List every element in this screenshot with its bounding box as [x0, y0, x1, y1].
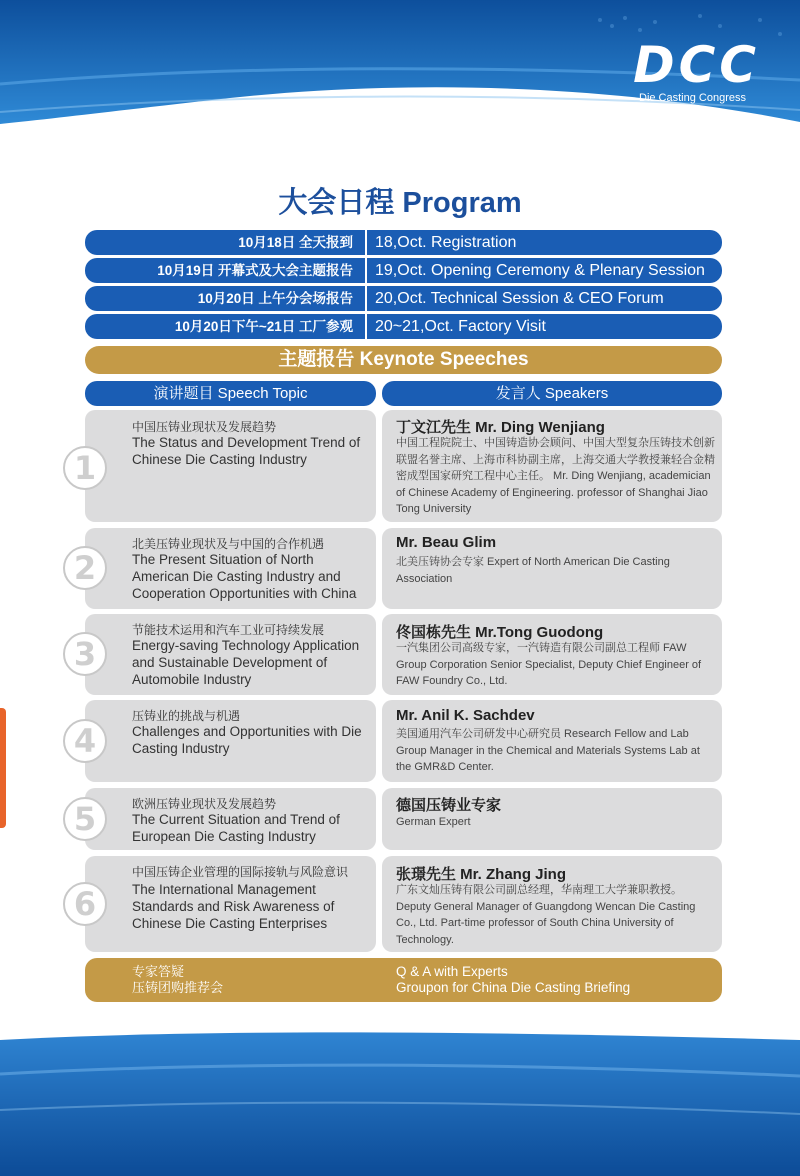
keynote-title: 主题报告 Keynote Speeches [85, 346, 722, 374]
speaker-name: Mr. Beau Glim [396, 534, 497, 551]
talk-number: 3 [63, 632, 107, 676]
topic-cn: 中国压铸企业管理的国际接轨与风险意识 [132, 865, 349, 879]
schedule-row [85, 286, 722, 311]
talk-topic-card [73, 788, 376, 850]
talk-number: 5 [63, 797, 107, 841]
talk-topic-card [73, 856, 376, 952]
column-header-topic: 演讲题目 Speech Topic [85, 381, 376, 406]
schedule-cn: 10月19日 开幕式及大会主题报告 [85, 258, 367, 283]
topic-cn: 欧洲压铸业现状及发展趋势 [132, 797, 277, 811]
schedule-row [85, 230, 722, 255]
schedule-en: 19,Oct. Opening Ceremony & Plenary Session [375, 262, 705, 279]
schedule-cn: 10月18日 全天报到 [85, 230, 367, 255]
talk-topic-card [73, 614, 376, 695]
page-title: 大会日程 Program [278, 187, 522, 219]
talk-number: 6 [63, 882, 107, 926]
talk-topic-card [73, 700, 376, 782]
talk-speaker-card [382, 856, 722, 952]
logo-subtitle: Die Casting Congress [639, 92, 746, 104]
talk-number: 4 [63, 719, 107, 763]
footer-band [0, 1010, 800, 1176]
qa-en [396, 964, 630, 996]
qa-cn-line: 专家答疑 [132, 964, 185, 979]
logo-mark: DCC [633, 36, 760, 94]
topic-cn: 中国压铸业现状及发展趋势 [132, 420, 277, 434]
schedule-en: 20~21,Oct. Factory Visit [375, 318, 546, 335]
speaker-desc: 一汽集团公司高级专家，一汽铸造有限公司副总工程师 FAW Group Corporation Senior Specialist, Deputy Chief Engineer of FAW Foundry Co., Ltd. [396, 642, 702, 687]
talk-speaker-card [382, 614, 722, 695]
talk-topic-card [73, 528, 376, 609]
talk-speaker-card [382, 788, 722, 850]
speaker-name: 德国压铸业专家 [396, 797, 502, 814]
talk-speaker-card [382, 410, 722, 522]
talk-speaker-card [382, 528, 722, 609]
topic-en: The Present Situation of North American Die Casting Industry and Cooperation Opportunities with China [132, 552, 357, 601]
qa-cn [132, 964, 223, 996]
speaker-desc: 美国通用汽车公司研发中心研究员 Research Fellow and Lab Group Manager in the Chemical and Materials Systems Lab at the GMR&D Center. [396, 728, 700, 773]
header-band [0, 0, 800, 150]
qa-en-line: Groupon for China Die Casting Briefing [396, 980, 631, 995]
schedule-cn: 10月20日 上午分会场报告 [85, 286, 367, 311]
qa-en-line: Q & A with Experts [396, 964, 508, 979]
topic-en: The International Management Standards and Risk Awareness of Chinese Die Casting Enterprises [132, 882, 335, 931]
topic-cn: 节能技术运用和汽车工业可持续发展 [132, 623, 325, 637]
talk-speaker-card [382, 700, 722, 782]
schedule-en: 18,Oct. Registration [375, 234, 517, 251]
speaker-desc: 北美压铸协会专家 Expert of North American Die Casting Association [396, 556, 670, 585]
talk-number: 2 [63, 546, 107, 590]
speaker-desc: 广东文灿压铸有限公司副总经理，华南理工大学兼职教授。 Deputy General Manager of Guangdong Wencan Die Casting Co., Ltd. Part-time professor of South China University of Technology. [396, 884, 696, 946]
column-header-speakers: 发言人 Speakers [382, 381, 722, 406]
qa-cn-line: 压铸团购推荐会 [132, 980, 224, 995]
schedule-row [85, 314, 722, 339]
qa-bar [85, 958, 722, 1002]
speaker-name: 佟国栋先生 Mr.Tong Guodong [396, 624, 604, 641]
speaker-desc: 中国工程院院士、中国铸造协会顾问、中国大型复杂压铸技术创新联盟名誉主席、上海市科协副主席，上海交通大学教授兼轻合金精密成型国家研究工程中心主任。 Mr. Ding Wenjiang, academician of Chinese Academy of Engineering. professor of Shanghai Jiao Tong University [396, 437, 715, 515]
topic-en: Energy-saving Technology Application and Sustainable Development of Automobile Industry [132, 638, 360, 687]
talk-number: 1 [63, 446, 107, 490]
talk-topic-card [73, 410, 376, 522]
left-accent [0, 708, 6, 828]
speaker-name: 丁文江先生 Mr. Ding Wenjiang [396, 419, 605, 436]
topic-en: The Status and Development Trend of Chinese Die Casting Industry [132, 435, 361, 467]
schedule-cn: 10月20日下午~21日 工厂参观 [85, 314, 367, 339]
speaker-name: Mr. Anil K. Sachdev [396, 707, 535, 724]
topic-en: Challenges and Opportunities with Die Casting Industry [132, 724, 362, 756]
topic-cn: 压铸业的挑战与机遇 [132, 709, 241, 723]
schedule-en: 20,Oct. Technical Session & CEO Forum [375, 290, 664, 307]
topic-en: The Current Situation and Trend of European Die Casting Industry [132, 812, 340, 844]
speaker-desc: German Expert [396, 816, 471, 828]
speaker-name: 张璟先生 Mr. Zhang Jing [396, 866, 567, 883]
schedule-row [85, 258, 722, 283]
topic-cn: 北美压铸业现状及与中国的合作机遇 [132, 537, 325, 551]
